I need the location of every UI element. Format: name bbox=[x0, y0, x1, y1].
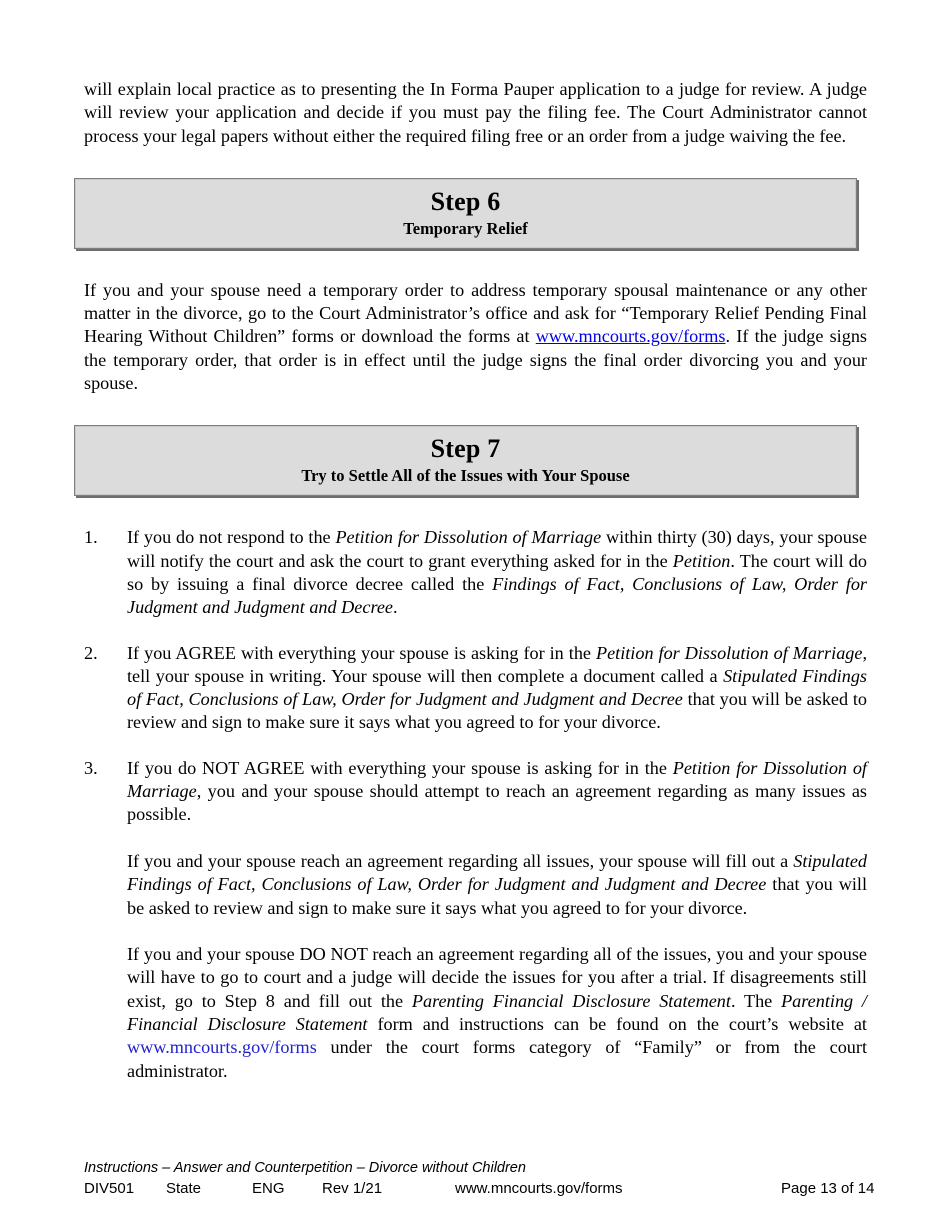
italic-run: Stipulated Findings of Fact, Conclusions of Law, Order for Judgment and Judgment and Decree bbox=[127, 665, 867, 710]
step-6-title: Step 6 bbox=[430, 186, 501, 216]
text-run: If you and your spouse reach an agreement regarding all issues, your spouse will fill out a bbox=[127, 850, 794, 871]
footer-document-title: Instructions – Answer and Counterpetition – Divorce without Children bbox=[84, 1160, 526, 1176]
italic-run: Petition for Dissolution of Marriage bbox=[335, 527, 602, 548]
text-run: that you will be asked to review and sign to make sure it says what you agreed to for your divorce. bbox=[127, 689, 867, 733]
page-footer bbox=[84, 1159, 884, 1199]
footer-meta-row bbox=[84, 1179, 884, 1199]
footer-language: ENG bbox=[252, 1180, 285, 1197]
step-6-text-after-link: . If the judge signs the temporary order, that order is in effect until the judge signs the final order divorcing you and your spouse. bbox=[84, 326, 867, 394]
step-6-text-before-link: If you and your spouse need a temporary order to address temporary spousal maintenance or any other matter in the divorce, go to the Court Administrator’s office and ask for “Temporary Relief Pending Final Hearing Without Children” forms or download the forms at bbox=[84, 279, 867, 347]
italic-run: Findings of Fact, Conclusions of Law, Order for Judgment and Judgment and Decree bbox=[127, 573, 867, 618]
list-item bbox=[84, 642, 867, 735]
step-7-subtitle: Try to Settle All of the Issues with Your Spouse bbox=[301, 466, 630, 486]
list-item-number: 1. bbox=[84, 527, 98, 548]
text-run: that you will be asked to review and sign to make sure it says what you agreed to for your divorce. bbox=[127, 874, 867, 918]
list-item bbox=[84, 757, 867, 1083]
text-run: If you do not respond to the bbox=[127, 527, 336, 548]
step-7-title: Step 7 bbox=[430, 434, 501, 464]
text-run: form and instructions can be found on the court’s website at bbox=[367, 1014, 867, 1035]
mncourts-forms-link[interactable]: www.mncourts.gov/forms bbox=[127, 1037, 317, 1058]
footer-form-code: DIV501 bbox=[84, 1180, 135, 1197]
text-run: . The bbox=[730, 990, 782, 1011]
mncourts-forms-link[interactable]: www.mncourts.gov/forms bbox=[535, 326, 726, 347]
text-run: If you AGREE with everything your spouse is asking for in the bbox=[127, 642, 596, 663]
list-item-text bbox=[127, 757, 867, 827]
text-run: If you and your spouse DO NOT reach an agreement regarding all of the issues, you and your spouse will have to go to court and a judge will decide the issues for you after a trial. If disagreements still exist, go to Step 8 and fill out the bbox=[127, 944, 867, 1011]
text-run: If you do NOT AGREE with everything your spouse is asking for in the bbox=[127, 757, 673, 778]
step-6-subtitle: Temporary Relief bbox=[403, 218, 528, 238]
list-item-text bbox=[127, 526, 867, 619]
italic-run: Parenting Financial Disclosure Statement bbox=[411, 990, 731, 1011]
list-item-number: 2. bbox=[84, 642, 98, 663]
footer-scope: State bbox=[166, 1180, 202, 1197]
step-6-paragraph bbox=[84, 279, 867, 395]
list-item-number: 3. bbox=[84, 757, 98, 778]
footer-url: www.mncourts.gov/forms bbox=[455, 1180, 623, 1197]
footer-page-number: Page 13 of 14 bbox=[781, 1180, 875, 1197]
step-6-heading-box bbox=[74, 178, 857, 249]
intro-paragraph: will explain local practice as to presenting the In Forma Pauper application to a judge for review. A judge will review your application and decide if you must pay the filing fee. The Court Administrator cannot process your legal papers without either the required filing free or an order from a judge waiving the fee. bbox=[84, 79, 867, 146]
text-run: within thirty (30) days, your spouse will notify the court and ask the court to grant everything asked for in the bbox=[127, 527, 867, 571]
step-7-heading-box bbox=[74, 425, 857, 496]
italic-run: Petition for Dissolution of Marriage bbox=[595, 642, 863, 663]
list-item-text bbox=[127, 642, 867, 735]
text-run: . bbox=[393, 597, 398, 618]
text-run: under the court forms category of “Family” or from the court administrator. bbox=[127, 1037, 867, 1081]
footer-revision: Rev 1/21 bbox=[322, 1180, 383, 1197]
document-body bbox=[84, 78, 867, 1083]
italic-run: Petition for Dissolution of Marriage bbox=[127, 757, 867, 802]
italic-run: Parenting / Financial Disclosure Statement bbox=[127, 990, 867, 1035]
text-run: , you and your spouse should attempt to reach an agreement regarding as many issues as possible. bbox=[127, 781, 867, 825]
text-run: , tell your spouse in writing. Your spouse will then complete a document called a bbox=[127, 642, 867, 686]
list-item bbox=[84, 526, 867, 619]
italic-run: Stipulated Findings of Fact, Conclusions of Law, Order for Judgment and Judgment and Decree bbox=[127, 850, 867, 895]
italic-run: Petition bbox=[672, 550, 731, 571]
list-item-continuation bbox=[127, 850, 867, 920]
list-item-continuation bbox=[127, 943, 867, 1083]
text-run: . The court will do so by issuing a final divorce decree called the bbox=[127, 550, 867, 594]
